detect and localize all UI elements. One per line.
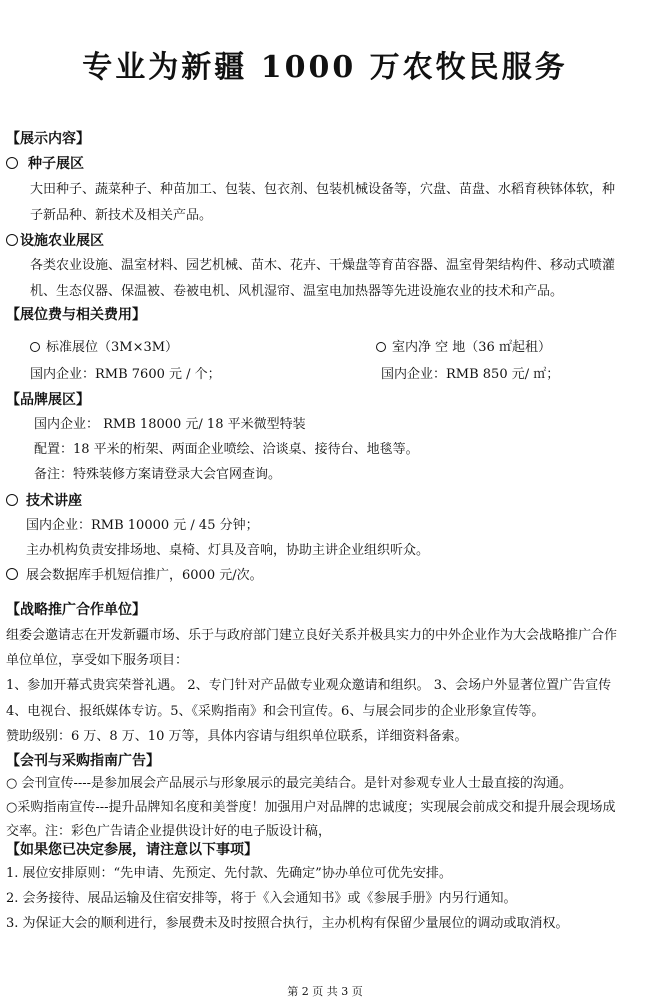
ads-line-3: 交率。注：彩色广告请企业提供设计好的电子版设计稿， xyxy=(6,824,332,839)
strategic-line-2: 单位单位，享受如下服务项目： xyxy=(6,653,189,668)
seed-heading: 种子展区 xyxy=(28,156,84,172)
circle-bullet-icon xyxy=(6,234,18,246)
facility-heading: 设施农业展区 xyxy=(20,233,104,249)
circle-bullet-icon xyxy=(376,342,386,352)
seminar-desc: 主办机构负责安排场地、桌椅、灯具及音响，协助主讲企业组织听众。 xyxy=(26,543,430,558)
page-title: 专业为新疆 1000 万农牧民服务 xyxy=(82,50,568,85)
seminar-heading-row xyxy=(6,492,82,510)
seminar-price: 国内企业：RMB 10000 元 / 45 分钟； xyxy=(26,518,259,533)
seed-line-2: 子新品种、新技术及相关产品。 xyxy=(30,208,213,223)
brand-note: 备注：特殊装修方案请登录大会官网查询。 xyxy=(34,467,282,482)
circle-bullet-icon xyxy=(6,568,18,580)
seminar-heading: 技术讲座 xyxy=(26,493,82,509)
ads-line-2: ○采购指南宣传---提升品牌知名度和美誉度！加强用户对品牌的忠诚度；实现展会前成交和提升展会现场成 xyxy=(6,800,616,815)
exhibits-heading: 【展示内容】 xyxy=(6,131,90,147)
page-number: 第 2 页 共 3 页 xyxy=(287,985,363,998)
strategic-line-3: 1、参加开幕式贵宾荣誉礼遇。 2、专门针对产品做专业观众邀请和组织。 3、会场户外显著位置广告宣传 xyxy=(6,678,612,693)
ads-line-1: ○ 会刊宣传----是参加展会产品展示与形象展示的最完美结合。是针对参观专业人士最直接的沟通。 xyxy=(6,776,573,791)
strategic-heading: 【战略推广合作单位】 xyxy=(6,602,146,618)
standard-booth-row xyxy=(30,339,178,357)
notes-line-2: 2. 会务接待、展品运输及住宿安排等，将于《入会通知书》或《参展手册》内另行通知。 xyxy=(6,891,517,906)
indoor-space-price: 国内企业：RMB 850 元/ ㎡； xyxy=(381,367,560,382)
strategic-line-4: 4、电视台、报纸媒体专访。5、《采购指南》和会刊宣传。6、与展会同步的企业形象宣传等。 xyxy=(6,704,545,719)
strategic-line-1: 组委会邀请志在开发新疆市场、乐于与政府部门建立良好关系并极具实力的中外企业作为大会战略推广合作 xyxy=(6,628,618,643)
sms-row xyxy=(6,567,263,585)
brand-config: 配置：18 平米的桁架、两面企业喷绘、洽谈桌、接待台、地毯等。 xyxy=(34,442,419,457)
notes-line-3: 3. 为保证大会的顺利进行，参展费未及时按照合执行，主办机构有保留少量展位的调动或取消权。 xyxy=(6,916,569,931)
seed-line-1: 大田种子、蔬菜种子、种苗加工、包装、包衣剂、包装机械设备等，穴盘、苗盘、水稻育秧钵体软，种 xyxy=(30,182,616,197)
notes-line-1: 1. 展位安排原则：“先申请、先预定、先付款、先确定”协办单位可优先安排。 xyxy=(6,866,452,881)
standard-booth-price: 国内企业：RMB 7600 元 / 个； xyxy=(30,367,221,382)
circle-bullet-icon xyxy=(6,494,18,506)
sms-promotion: 展会数据库手机短信推广，6000 元/次。 xyxy=(26,568,263,583)
seed-heading-row xyxy=(6,155,84,173)
ads-heading: 【会刊与采购指南广告】 xyxy=(6,753,160,769)
brand-heading: 【品牌展区】 xyxy=(6,392,90,408)
circle-bullet-icon xyxy=(6,157,18,169)
indoor-space-label: 室内净 空 地（36 ㎡起租） xyxy=(392,340,551,355)
facility-line-1: 各类农业设施、温室材料、园艺机械、苗木、花卉、干燥盘等育苗容器、温室骨架结构件、移动式喷灌 xyxy=(30,258,616,273)
standard-booth-label: 标准展位（3M×3M） xyxy=(46,340,179,355)
circle-bullet-icon xyxy=(30,342,40,352)
brand-price: 国内企业： RMB 18000 元/ 18 平米微型特装 xyxy=(34,417,306,432)
fees-heading: 【展位费与相关费用】 xyxy=(6,307,146,323)
notes-heading: 【如果您已决定参展，请注意以下事项】 xyxy=(6,842,258,858)
indoor-space-row xyxy=(376,339,551,357)
strategic-line-5: 赞助级别：6 万、8 万、10 万等，具体内容请与组织单位联系，详细资料备索。 xyxy=(6,729,468,744)
facility-heading-row xyxy=(6,232,104,250)
facility-line-2: 机、生态仪器、保温被、卷被电机、风机湿帘、温室电加热器等先进设施农业的技术和产品。 xyxy=(30,284,564,299)
